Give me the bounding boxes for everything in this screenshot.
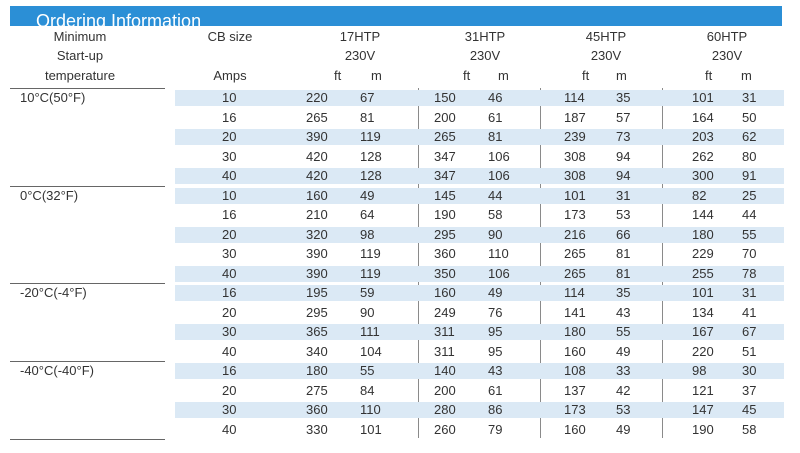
table-row xyxy=(0,264,800,284)
table-row xyxy=(0,303,800,323)
length-m-cell: 41 xyxy=(742,304,757,320)
length-ft-cell: 390 xyxy=(306,246,328,261)
table-row xyxy=(0,205,800,225)
length-ft-cell: 308 xyxy=(564,168,586,183)
length-ft-cell: 144 xyxy=(692,207,714,222)
length-ft-cell: 255 xyxy=(692,265,714,281)
length-m-cell: 95 xyxy=(488,343,503,359)
length-ft-cell: 203 xyxy=(692,129,714,144)
length-m-cell: 110 xyxy=(488,246,509,261)
length-ft-cell: 101 xyxy=(564,187,586,203)
header-model-name: 31HTP xyxy=(464,29,506,44)
header-unit-m: m xyxy=(741,68,752,83)
length-m-cell: 45 xyxy=(742,402,757,417)
length-ft-cell: 160 xyxy=(564,343,586,359)
length-ft-cell: 147 xyxy=(692,402,714,417)
length-m-cell: 55 xyxy=(742,226,757,242)
length-m-cell: 55 xyxy=(360,363,375,378)
length-ft-cell: 229 xyxy=(692,246,714,261)
table-row xyxy=(0,186,800,206)
length-ft-cell: 262 xyxy=(692,148,714,164)
length-m-cell: 57 xyxy=(616,109,631,125)
length-m-cell: 94 xyxy=(616,148,631,164)
length-m-cell: 84 xyxy=(360,382,375,398)
amps-cell: 20 xyxy=(222,382,237,398)
length-m-cell: 49 xyxy=(616,343,631,359)
length-ft-cell: 101 xyxy=(692,90,714,105)
amps-cell: 30 xyxy=(222,402,237,417)
length-ft-cell: 82 xyxy=(692,187,707,203)
length-ft-cell: 180 xyxy=(564,324,586,339)
length-ft-cell: 164 xyxy=(692,109,714,125)
length-m-cell: 86 xyxy=(488,402,503,417)
length-ft-cell: 195 xyxy=(306,285,328,300)
length-ft-cell: 121 xyxy=(692,382,714,398)
table-row xyxy=(0,322,800,342)
length-ft-cell: 180 xyxy=(692,226,714,242)
length-m-cell: 119 xyxy=(360,129,381,144)
length-m-cell: 55 xyxy=(616,324,631,339)
length-ft-cell: 173 xyxy=(564,402,586,417)
length-m-cell: 70 xyxy=(742,246,757,261)
page-title: Ordering Information xyxy=(36,11,202,31)
length-ft-cell: 160 xyxy=(434,285,456,300)
length-ft-cell: 420 xyxy=(306,168,328,183)
length-m-cell: 31 xyxy=(616,187,631,203)
length-m-cell: 66 xyxy=(616,226,631,242)
length-ft-cell: 360 xyxy=(306,402,328,417)
length-m-cell: 46 xyxy=(488,90,503,105)
header-unit-ft: ft xyxy=(705,68,713,83)
length-m-cell: 51 xyxy=(742,343,757,359)
length-m-cell: 81 xyxy=(488,129,503,144)
length-m-cell: 49 xyxy=(488,285,503,300)
length-ft-cell: 239 xyxy=(564,129,586,144)
header-unit-ft: ft xyxy=(334,68,342,83)
amps-cell: 10 xyxy=(222,90,237,105)
length-ft-cell: 167 xyxy=(692,324,714,339)
length-m-cell: 44 xyxy=(742,207,757,222)
length-ft-cell: 330 xyxy=(306,421,328,437)
length-ft-cell: 390 xyxy=(306,129,328,144)
table-row xyxy=(0,147,800,167)
length-ft-cell: 141 xyxy=(564,304,586,320)
length-m-cell: 50 xyxy=(742,109,757,125)
length-ft-cell: 340 xyxy=(306,343,328,359)
header-amps: Amps xyxy=(213,68,247,83)
length-m-cell: 59 xyxy=(360,285,375,300)
length-ft-cell: 265 xyxy=(564,265,586,281)
length-ft-cell: 265 xyxy=(306,109,328,125)
length-m-cell: 79 xyxy=(488,421,503,437)
length-m-cell: 49 xyxy=(360,187,375,203)
length-ft-cell: 187 xyxy=(564,109,586,125)
header-model-name: 17HTP xyxy=(339,29,381,44)
length-m-cell: 42 xyxy=(616,382,631,398)
length-m-cell: 128 xyxy=(360,148,382,164)
length-m-cell: 53 xyxy=(616,402,631,417)
header-temp-line3: temperature xyxy=(44,68,116,83)
table-row xyxy=(0,381,800,401)
table-row xyxy=(0,361,800,381)
length-ft-cell: 311 xyxy=(434,343,455,359)
length-ft-cell: 265 xyxy=(564,246,586,261)
header-unit-m: m xyxy=(616,68,627,83)
table-row xyxy=(0,342,800,362)
length-ft-cell: 98 xyxy=(692,363,707,378)
length-ft-cell: 210 xyxy=(306,207,328,222)
length-m-cell: 106 xyxy=(488,168,510,183)
length-m-cell: 61 xyxy=(488,382,503,398)
table-row xyxy=(0,127,800,147)
length-ft-cell: 365 xyxy=(306,324,328,339)
length-ft-cell: 311 xyxy=(434,324,455,339)
length-m-cell: 76 xyxy=(488,304,503,320)
amps-cell: 40 xyxy=(222,265,237,281)
length-ft-cell: 220 xyxy=(306,90,328,105)
length-m-cell: 98 xyxy=(360,226,375,242)
amps-cell: 30 xyxy=(222,148,237,164)
amps-cell: 40 xyxy=(222,168,237,183)
amps-cell: 16 xyxy=(222,363,237,378)
length-m-cell: 111 xyxy=(360,324,380,339)
length-m-cell: 128 xyxy=(360,168,382,183)
length-ft-cell: 101 xyxy=(692,285,714,300)
table-row xyxy=(0,108,800,128)
length-ft-cell: 114 xyxy=(564,285,585,300)
title-bar xyxy=(10,6,782,31)
length-m-cell: 30 xyxy=(742,363,757,378)
header-unit-ft: ft xyxy=(463,68,471,83)
amps-cell: 10 xyxy=(222,187,237,203)
length-ft-cell: 145 xyxy=(434,187,456,203)
length-m-cell: 81 xyxy=(360,109,375,125)
length-m-cell: 64 xyxy=(360,207,375,222)
header-unit-m: m xyxy=(371,68,382,83)
length-m-cell: 35 xyxy=(616,285,631,300)
table-row xyxy=(0,244,800,264)
length-ft-cell: 295 xyxy=(306,304,328,320)
length-ft-cell: 420 xyxy=(306,148,328,164)
amps-cell: 20 xyxy=(222,129,237,144)
amps-cell: 40 xyxy=(222,421,237,437)
length-m-cell: 90 xyxy=(488,226,503,242)
temperature-label: -20°C(-4°F) xyxy=(20,285,87,300)
length-m-cell: 67 xyxy=(742,324,757,339)
length-ft-cell: 180 xyxy=(306,363,328,378)
length-ft-cell: 275 xyxy=(306,382,328,398)
length-m-cell: 58 xyxy=(488,207,503,222)
length-m-cell: 44 xyxy=(488,187,503,203)
length-ft-cell: 347 xyxy=(434,168,456,183)
table-row xyxy=(0,283,800,303)
length-ft-cell: 108 xyxy=(564,363,586,378)
length-m-cell: 49 xyxy=(616,421,631,437)
length-m-cell: 101 xyxy=(360,421,382,437)
length-m-cell: 81 xyxy=(616,246,631,261)
length-ft-cell: 308 xyxy=(564,148,586,164)
length-m-cell: 43 xyxy=(616,304,631,320)
length-ft-cell: 190 xyxy=(434,207,456,222)
length-ft-cell: 360 xyxy=(434,246,456,261)
length-ft-cell: 216 xyxy=(564,226,586,242)
amps-cell: 40 xyxy=(222,343,237,359)
length-m-cell: 67 xyxy=(360,90,375,105)
header-temp-line1: Minimum xyxy=(53,29,107,44)
length-ft-cell: 220 xyxy=(692,343,714,359)
header-model-voltage: 230V xyxy=(344,48,376,63)
length-m-cell: 119 xyxy=(360,265,381,281)
table-row xyxy=(0,166,800,186)
length-m-cell: 119 xyxy=(360,246,381,261)
length-m-cell: 90 xyxy=(360,304,375,320)
length-ft-cell: 350 xyxy=(434,265,456,281)
length-m-cell: 110 xyxy=(360,402,381,417)
table-row xyxy=(0,420,800,440)
amps-cell: 30 xyxy=(222,324,237,339)
header-model-voltage: 230V xyxy=(711,48,743,63)
length-m-cell: 53 xyxy=(616,207,631,222)
amps-cell: 20 xyxy=(222,226,237,242)
table-row xyxy=(0,225,800,245)
length-m-cell: 106 xyxy=(488,148,510,164)
length-m-cell: 43 xyxy=(488,363,503,378)
temperature-label: 10°C(50°F) xyxy=(20,90,86,105)
length-m-cell: 78 xyxy=(742,265,757,281)
length-ft-cell: 190 xyxy=(692,421,714,437)
header-cb-size: CB size xyxy=(207,29,253,44)
length-m-cell: 95 xyxy=(488,324,503,339)
length-ft-cell: 347 xyxy=(434,148,456,164)
table-row xyxy=(0,88,800,108)
length-ft-cell: 260 xyxy=(434,421,456,437)
length-ft-cell: 295 xyxy=(434,226,456,242)
header-temp-line2: Start-up xyxy=(56,48,104,63)
length-m-cell: 33 xyxy=(616,363,631,378)
length-m-cell: 81 xyxy=(616,265,631,281)
length-m-cell: 73 xyxy=(616,129,631,144)
amps-cell: 30 xyxy=(222,246,237,261)
header-model-name: 60HTP xyxy=(706,29,748,44)
temperature-label: 0°C(32°F) xyxy=(20,187,79,203)
length-ft-cell: 134 xyxy=(692,304,714,320)
length-ft-cell: 160 xyxy=(306,187,328,203)
length-m-cell: 31 xyxy=(742,90,757,105)
length-ft-cell: 137 xyxy=(564,382,586,398)
length-m-cell: 94 xyxy=(616,168,631,183)
temperature-label: -40°C(-40°F) xyxy=(20,363,94,378)
length-m-cell: 58 xyxy=(742,421,757,437)
length-m-cell: 80 xyxy=(742,148,757,164)
length-m-cell: 106 xyxy=(488,265,510,281)
length-ft-cell: 140 xyxy=(434,363,456,378)
length-ft-cell: 390 xyxy=(306,265,328,281)
header-model-name: 45HTP xyxy=(585,29,627,44)
length-ft-cell: 249 xyxy=(434,304,456,320)
length-m-cell: 25 xyxy=(742,187,757,203)
length-ft-cell: 320 xyxy=(306,226,328,242)
header-unit-ft: ft xyxy=(582,68,590,83)
length-ft-cell: 265 xyxy=(434,129,456,144)
header-unit-m: m xyxy=(498,68,509,83)
header-model-voltage: 230V xyxy=(469,48,501,63)
length-ft-cell: 150 xyxy=(434,90,456,105)
header-model-voltage: 230V xyxy=(590,48,622,63)
table-row xyxy=(0,400,800,420)
amps-cell: 16 xyxy=(222,207,237,222)
length-ft-cell: 200 xyxy=(434,382,456,398)
length-m-cell: 35 xyxy=(616,90,631,105)
amps-cell: 20 xyxy=(222,304,237,320)
amps-cell: 16 xyxy=(222,285,237,300)
length-ft-cell: 114 xyxy=(564,90,585,105)
length-m-cell: 37 xyxy=(742,382,757,398)
length-m-cell: 62 xyxy=(742,129,757,144)
length-m-cell: 61 xyxy=(488,109,503,125)
table-bottom-rule xyxy=(10,439,165,440)
length-m-cell: 104 xyxy=(360,343,382,359)
length-ft-cell: 173 xyxy=(564,207,586,222)
amps-cell: 16 xyxy=(222,109,237,125)
length-ft-cell: 300 xyxy=(692,168,714,183)
length-ft-cell: 200 xyxy=(434,109,456,125)
length-ft-cell: 280 xyxy=(434,402,456,417)
length-ft-cell: 160 xyxy=(564,421,586,437)
length-m-cell: 31 xyxy=(742,285,757,300)
length-m-cell: 91 xyxy=(742,168,757,183)
